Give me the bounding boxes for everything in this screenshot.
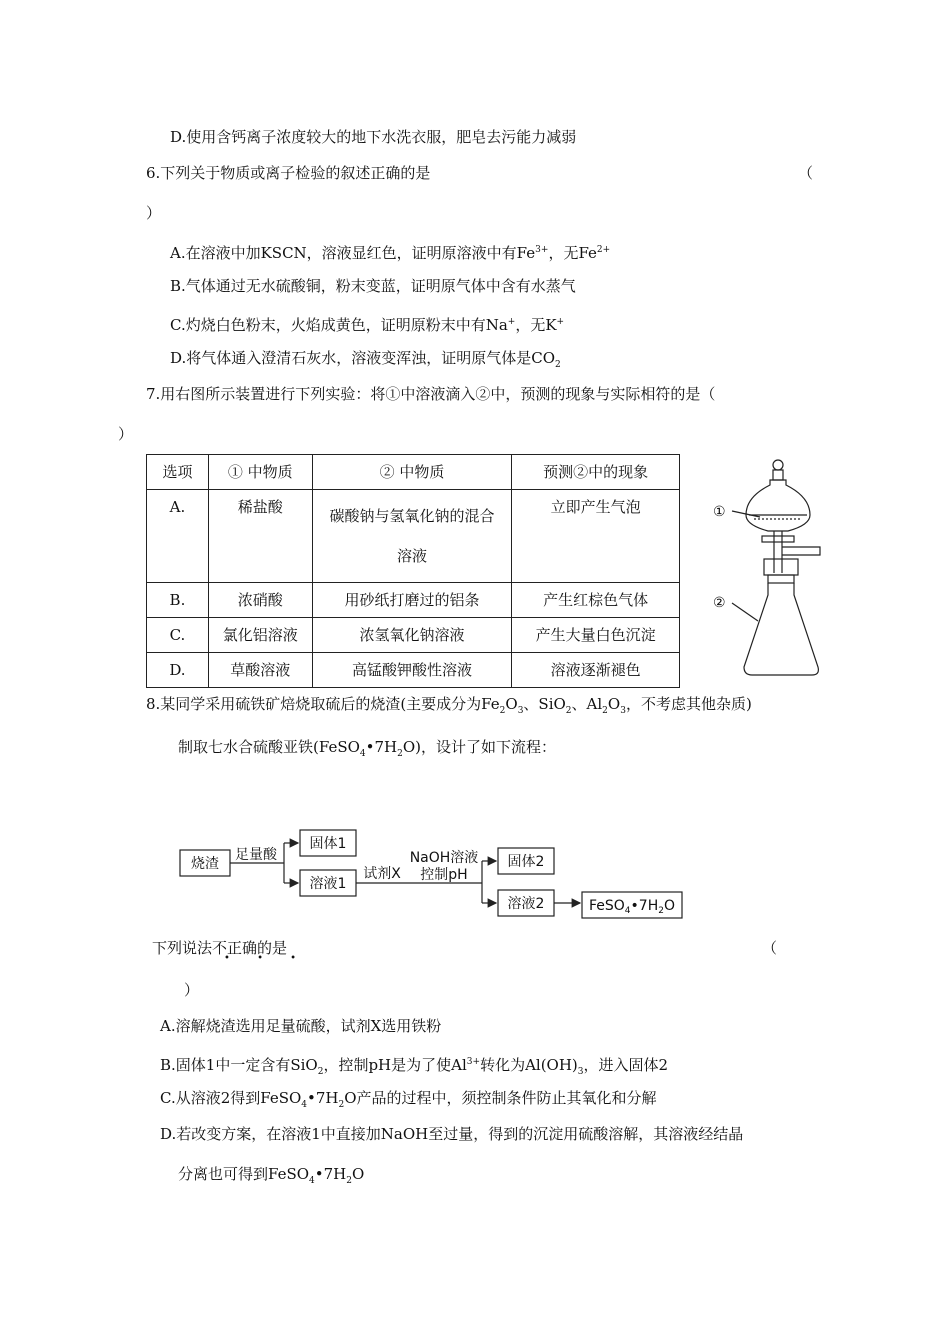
q8-paren-close: ） bbox=[184, 981, 200, 999]
q8-option-b: B.固体1中一定含有SiO$_2$，控制pH是为了使$Al^{3+}$转化为$Al(OH)_3$，进入固体2 bbox=[160, 1056, 669, 1077]
table-cell: 稀盐酸 bbox=[208, 490, 312, 583]
emphasis-dots: • • • bbox=[224, 953, 309, 964]
table-cell: 用砂纸打磨过的铝条 bbox=[312, 583, 512, 618]
emphasis-text: 不正确 bbox=[212, 939, 258, 957]
q8-flowchart bbox=[170, 822, 710, 932]
q6-option-d: D.将气体通入澄清石灰水，溶液变浑浊，证明原气体是$CO_2$ bbox=[170, 349, 561, 370]
q6-option-a: A.在溶液中加KSCN，溶液显红色，证明原溶液中有$Fe^{3+}$，无$Fe^{2+}$ bbox=[170, 244, 611, 262]
flow-reagent: 试剂X bbox=[363, 866, 401, 882]
apparatus-label-2: ② bbox=[713, 595, 726, 611]
q8-option-d: D.若改变方案，在溶液1中直接加NaOH至过量，得到的沉淀用硫酸溶解，其溶液经结晶 bbox=[160, 1125, 744, 1143]
table-cell: 溶液逐渐褪色 bbox=[512, 653, 680, 688]
table-cell: 高锰酸钾酸性溶液 bbox=[312, 653, 512, 688]
flow-solid2: 固体2 bbox=[507, 854, 545, 870]
table-header-cell: 选项 bbox=[147, 455, 209, 490]
table-cell: 产生大量白色沉淀 bbox=[512, 618, 680, 653]
q8-option-d-line2: 分离也可得到$FeSO_4•7H_2O$ bbox=[178, 1165, 365, 1186]
table-row bbox=[147, 583, 680, 618]
table-cell: 碳酸钠与氢氧化钠的混合溶液 bbox=[312, 490, 512, 583]
table-row bbox=[147, 618, 680, 653]
q7-table bbox=[146, 454, 680, 688]
table-cell: B. bbox=[147, 583, 209, 618]
q5-option-d: D.使用含钙离子浓度较大的地下水洗衣服，肥皂去污能力减弱 bbox=[170, 128, 577, 146]
q7-paren-close: ） bbox=[118, 425, 134, 443]
q6-option-b: B.气体通过无水硫酸铜，粉末变蓝，证明原气体中含有水蒸气 bbox=[170, 277, 576, 295]
q6-stem: 6.下列关于物质或离子检验的叙述正确的是 bbox=[146, 164, 431, 182]
table-header-cell: ② 中物质 bbox=[312, 455, 512, 490]
table-header-cell: ① 中物质 bbox=[208, 455, 312, 490]
flow-solution1: 溶液1 bbox=[309, 876, 347, 892]
q6-paren-close: ） bbox=[146, 204, 162, 222]
table-cell: 产生红棕色气体 bbox=[512, 583, 680, 618]
q8-paren-open: （ bbox=[762, 939, 778, 957]
table-cell: 浓氢氧化钠溶液 bbox=[312, 618, 512, 653]
flow-start: 烧渣 bbox=[191, 856, 219, 872]
table-row bbox=[147, 490, 680, 583]
table-row bbox=[147, 653, 680, 688]
table-header-row bbox=[147, 455, 680, 490]
table-cell: A. bbox=[147, 490, 209, 583]
flow-solid1: 固体1 bbox=[309, 836, 347, 852]
table-cell: 氯化铝溶液 bbox=[208, 618, 312, 653]
table-cell: D. bbox=[147, 653, 209, 688]
flow-acid: 足量酸 bbox=[235, 847, 277, 863]
apparatus-label-1: ① bbox=[713, 504, 726, 520]
q7-stem: 7.用右图所示装置进行下列实验：将①中溶液滴入②中，预测的现象与实际相符的是（ bbox=[146, 385, 716, 403]
table-header-cell: 预测②中的现象 bbox=[512, 455, 680, 490]
q8-question: 下列说法不正确的是 bbox=[152, 939, 288, 957]
flow-ph: 控制pH bbox=[420, 867, 468, 883]
apparatus-diagram bbox=[710, 455, 850, 685]
table-cell: 草酸溶液 bbox=[208, 653, 312, 688]
table-cell: 立即产生气泡 bbox=[512, 490, 680, 583]
flow-product: $FeSO_4•7H_2O$ bbox=[588, 898, 676, 916]
q8-option-c: C.从溶液2得到$FeSO_4•7H_2O$产品的过程中，须控制条件防止其氧化和分解 bbox=[160, 1089, 657, 1110]
flow-solution2: 溶液2 bbox=[507, 896, 545, 912]
q6-paren-open: （ bbox=[798, 164, 814, 182]
q8-stem: 8.某同学采用硫铁矿焙烧取硫后的烧渣(主要成分为$Fe_2O_3$、SiO$_2$、$Al_2O_3$，不考虑其他杂质) bbox=[146, 695, 752, 716]
q8-option-a: A.溶解烧渣选用足量硫酸，试剂X选用铁粉 bbox=[160, 1017, 442, 1035]
flow-naoh: NaOH溶液 bbox=[409, 850, 479, 866]
q8-stem-line2: 制取七水合硫酸亚铁$(FeSO_4•7H_2O)$，设计了如下流程： bbox=[178, 738, 556, 759]
q6-option-c: C.灼烧白色粉末，火焰成黄色，证明原粉末中有Na+，无K+ bbox=[170, 316, 565, 334]
table-cell: C. bbox=[147, 618, 209, 653]
table-cell: 浓硝酸 bbox=[208, 583, 312, 618]
